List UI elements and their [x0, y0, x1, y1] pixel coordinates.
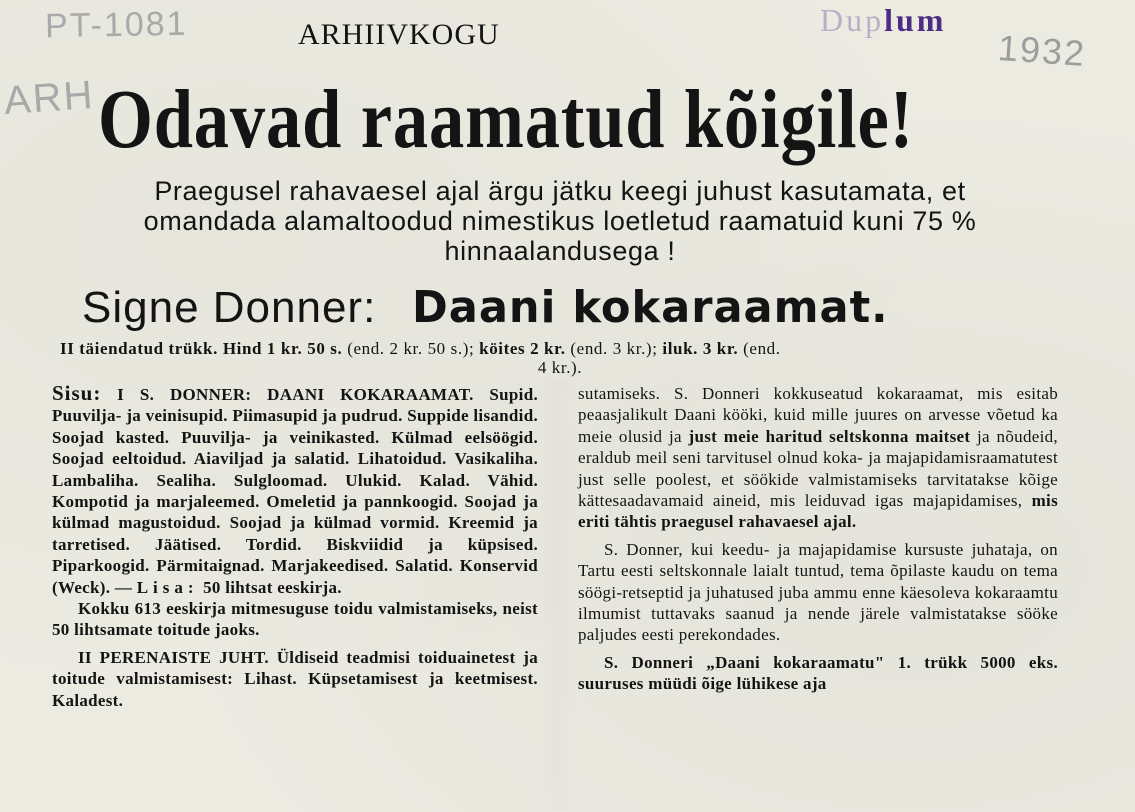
price-deluxe-original-cont: 4 kr.). — [537, 358, 583, 377]
price-paper: Hind 1 kr. 50 s. — [222, 339, 343, 358]
supplement-label: Lisa: — [136, 577, 199, 597]
column-gutter — [540, 380, 576, 810]
description-text: sutamiseks. S. Donneri kokkuseatud kokaraamat, mis esitab peaasjalikult Daani kööki, kuid mille juures on arvesse võetud ka meie olusid ja — [578, 384, 1058, 446]
description-emphasis: mis eriti tähtis praegusel rahavaesel ajal. — [578, 491, 1058, 532]
price-line — [60, 339, 1060, 377]
price-bound: köites 2 kr. — [479, 339, 566, 358]
book-title-line — [82, 282, 1042, 333]
price-deluxe: iluk. 3 kr. — [662, 339, 739, 358]
stamp-faint-text: Dup — [820, 2, 885, 38]
contents-paragraph: II PERENAISTE JUHT. Üldiseid teadmisi toiduainetest ja toitude valmistamisest: Lihast. Küpsetamisest ja keetmisest. Kaladest. — [52, 647, 538, 710]
headline: Odavad raamatud kõigile! — [98, 73, 914, 166]
archive-id-mark: PT-1081 — [44, 4, 188, 46]
book-author: Signe Donner: — [82, 283, 377, 332]
contents-paragraph — [52, 383, 538, 598]
lead-line: omandada alamaltoodud nimestikus loetletud raamatuid kuni 75 % — [143, 206, 977, 236]
year-mark: 1932 — [996, 26, 1088, 75]
edition-label: II täiendatud trükk. — [60, 339, 218, 358]
book-title: Daani kokaraamat. — [412, 282, 889, 333]
lead-paragraph — [60, 176, 1060, 266]
price-bound-original: (end. 3 kr.); — [570, 339, 658, 358]
arh-mark: ARH — [2, 72, 96, 124]
description-paragraph: S. Donner, kui keedu- ja majapidamise kursuste juhataja, on Tartu eesti seltskonnale laialt tuntud, tema õpilaste kaudu on tema söögi-retseptid ja juhatused juba ammu enne käesoleva kokaraamtu ilmumist tuttavaks saanud ja nende järele valmistatakse sööke paljudes eesti perekondades. — [578, 539, 1058, 645]
lead-line: hinnaalandusega ! — [444, 236, 676, 266]
archive-label: ARHIIVKOGU — [298, 18, 500, 51]
duplicate-stamp — [820, 2, 946, 39]
description-emphasis: just meie haritud seltskonna maitset — [688, 426, 971, 446]
description-paragraph: S. Donneri „Daani kokaraamatu" 1. trükk 5000 eks. suuruses müüdi õige lühikese aja — [578, 652, 1058, 694]
contents-column-right — [578, 383, 1058, 695]
contents-column-left — [52, 383, 538, 711]
stamp-ink-text: lum — [884, 2, 947, 38]
lead-line: Praegusel rahavaesel ajal ärgu jätku keegi juhust kasutamata, et — [154, 176, 966, 206]
description-text: ja nõudeid, eraldub meil seni tarvitusel olnud koka- ja majapidamisraamatutest just selle poolest, et söökide valmistamiseks tarvitatakse kõige kättesaadavamaid aineid, mis leiduvad igas majapidamises, — [578, 426, 1058, 511]
description-paragraph — [578, 383, 1058, 533]
price-deluxe-original: (end. — [743, 339, 781, 358]
price-paper-original: (end. 2 kr. 50 s.); — [347, 339, 475, 358]
contents-heading: Sisu: — [52, 381, 102, 405]
contents-text: 50 lihtsat eeskirja. — [203, 577, 342, 597]
contents-paragraph: Kokku 613 eeskirja mitmesuguse toidu valmistamiseks, neist 50 lihtsamate toitude jaoks. — [52, 599, 538, 640]
contents-text: I S. DONNER: DAANI KOKARAAMAT. Supid. Puuvilja- ja veinisupid. Piimasupid ja pudrud. Suppide lisandid. Soojad kasted. Puuvilja- ja veinikasted. Külmad eelsöögid. Soojad eeltoidud. Aiaviljad ja salatid. Lihatoidud. Vasikaliha. Lambaliha. Sealiha. Sulgloomad. Ulukid. Kalad. Vähid. Kompotid ja marjaleemed. Omeletid ja pannkoogid. Soojad ja külmad magustoidud. Soojad ja külmad vormid. Kreemid ja tarretised. Jäätised. Tordid. Biskviidid ja küpsised. Piparkoogid. Pärmitaignad. Marjakeedised. Salatid. Konservid (Weck). — — [52, 385, 538, 597]
